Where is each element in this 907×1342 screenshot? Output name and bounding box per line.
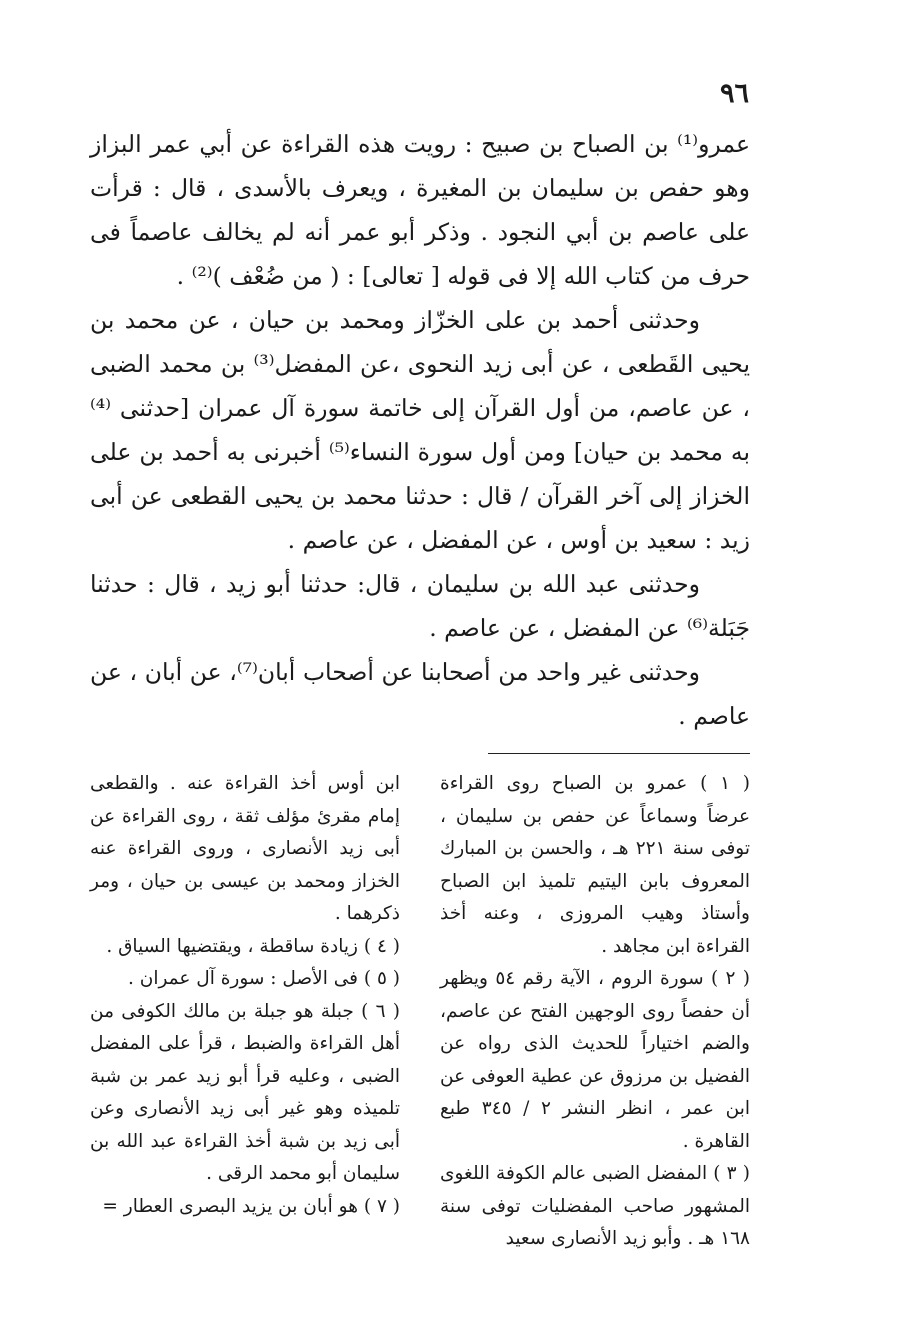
paragraph-ahmad: وحدثنى أحمد بن على الخزّاز ومحمد بن حيان ، عن محمد بن يحيى القَطعى ، عن أبى زيد النحوى ،عن المفضل⁽³⁾ بن محمد الضبى ، عن عاصم، من أول القرآن إلى خاتمة سورة آل عمران [حدثنى ⁽⁴⁾ به محمد بن حيان] ومن أول سورة النساء⁽⁵⁾ أخبرنى به أحمد بن على الخزاز إلى آخر القرآن / قال : حدثنا محمد بن يحيى القطعى عن أبى زيد : سعيد بن أوس ، عن المفضل ، عن عاصم . bbox=[90, 306, 750, 554]
footnotes-right-column bbox=[440, 768, 750, 1256]
footnote-4: ( ٤ ) زيادة ساقطة ، ويقتضيها السياق . bbox=[106, 935, 400, 957]
footnote-6: ( ٦ ) جبلة هو جبلة بن مالك الكوفى من أهل القراءة والضبط ، قرأ على المفضل الضبى ، وعليه قرأ أبو زيد عمر بن شبة تلميذه وهو غير أبى زيد الأنصارى وعن أبى زيد بن شبة أخذ القراءة عبد الله بن سليمان أبو محمد الرقى . bbox=[90, 1000, 400, 1184]
paragraph-amr: عمرو⁽¹⁾ بن الصباح بن صبيح : رويت هذه القراءة عن أبي عمر البزاز وهو حفص بن سليمان بن المغيرة ، ويعرف بالأسدى ، قال : قرأت على عاصم بن أبي النجود . وذكر أبو عمر أنه لم يخالف عاصماً فى حرف من كتاب الله إلا فى قوله [ تعالى] : ( من ضُعْف )⁽²⁾ . bbox=[90, 130, 750, 290]
paragraph-abdullah: وحدثنى عبد الله بن سليمان ، قال: حدثنا أبو زيد ، قال : حدثنا جَبَلة⁽⁶⁾ عن المفضل ، عن عاصم . bbox=[90, 570, 750, 642]
footnote-divider bbox=[488, 753, 750, 754]
main-text bbox=[90, 122, 750, 738]
footnote-3: ( ٣ ) المفضل الضبى عالم الكوفة اللغوى المشهور صاحب المفضليات توفى سنة ١٦٨ هـ . وأبو زيد الأنصارى سعيد bbox=[440, 1163, 750, 1249]
page-number: ٩٦ bbox=[719, 78, 749, 109]
footnote-5: ( ٥ ) فى الأصل : سورة آل عمران . bbox=[127, 968, 400, 989]
footnote-7: ( ٧ ) هو أبان بن يزيد البصرى العطار = bbox=[102, 1195, 400, 1217]
paragraph-ashab: وحدثنى غير واحد من أصحابنا عن أصحاب أبان⁽⁷⁾، عن أبان ، عن عاصم . bbox=[90, 658, 750, 730]
footnote-2: ( ٢ ) سورة الروم ، الآية رقم ٥٤ ويظهر أن حفصاً روى الوجهين الفتح عن عاصم، والضم اختياراً للحديث الذى رواه عن الفضيل بن مرزوق عن عطية العوفى عن ابن عمر ، انظر النشر ٢ / ٣٤٥ طبع القاهرة . bbox=[440, 968, 750, 1152]
footnotes-left-column bbox=[90, 768, 400, 1223]
footnote-3-continued: ابن أوس أخذ القراءة عنه . والقطعى إمام مقرئ مؤلف ثقة ، روى القراءة عن أبى زيد الأنصارى ، وروى القراءة عنه الخزاز ومحمد بن عيسى بن حيان ، ومر ذكرهما . bbox=[90, 773, 400, 924]
footnote-1: ( ١ ) عمرو بن الصباح روى القراءة عرضاً وسماعاً عن حفص بن سليمان ، توفى سنة ٢٢١ هـ ، والحسن بن المبارك المعروف بابن اليتيم تلميذ ابن الصباح وأستاذ وهيب المروزى ، وعنه أخذ القراءة ابن مجاهد . bbox=[440, 773, 750, 957]
